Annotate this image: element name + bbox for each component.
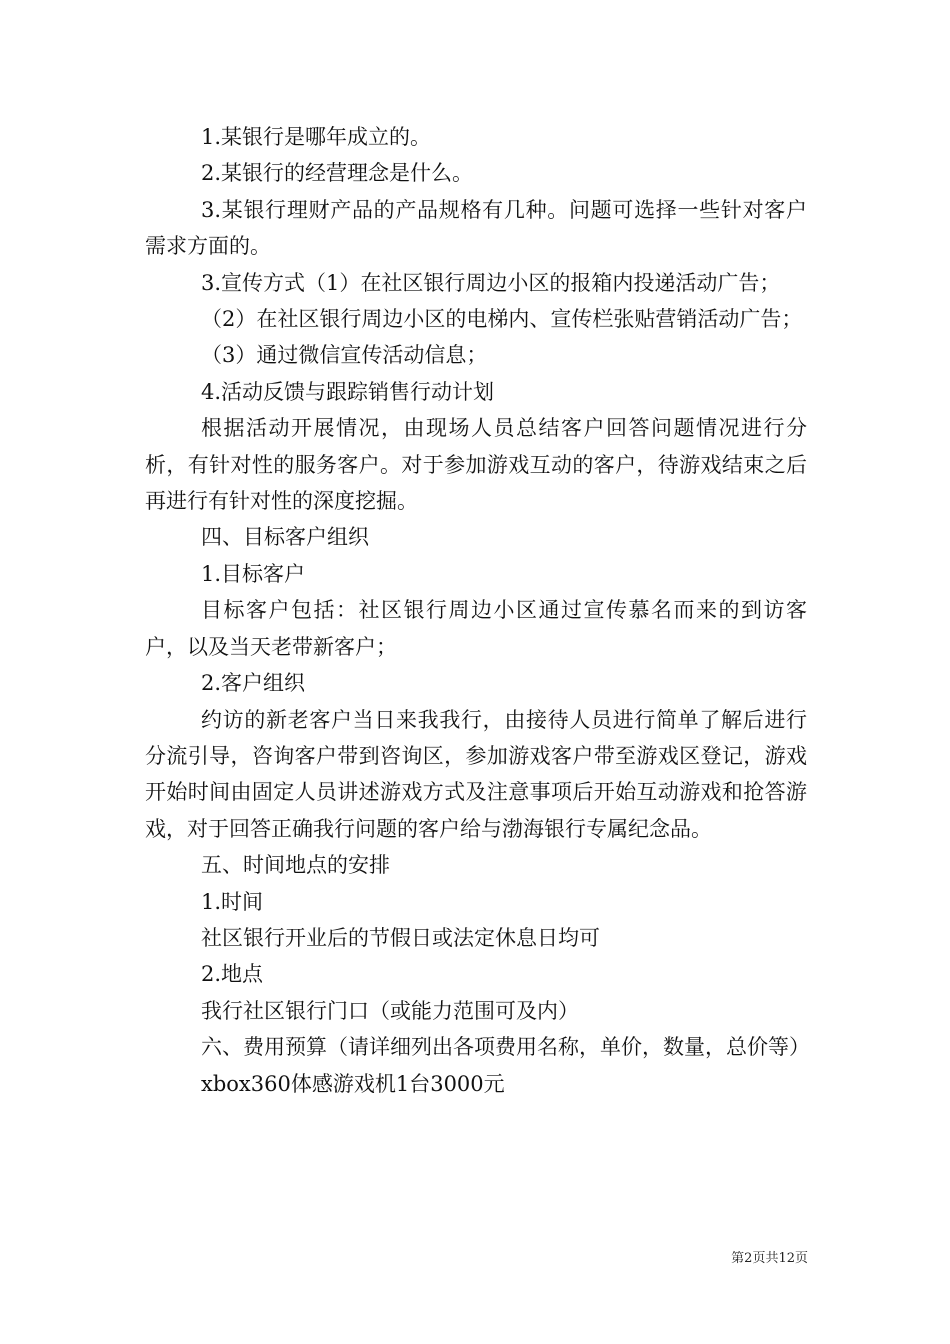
paragraph: 1.某银行是哪年成立的。 — [201, 125, 432, 149]
paragraph: 3.宣传方式（1）在社区银行周边小区的报箱内投递活动广告； — [201, 270, 781, 295]
paragraph: xbox360体感游戏机1台3000元 — [201, 1071, 505, 1096]
paragraph: 我行社区银行门口（或能力范围可及内） — [201, 998, 579, 1023]
paragraph: 2.客户组织 — [201, 671, 306, 696]
paragraph: 目标客户包括：社区银行周边小区通过宣传慕名而来的到访客户，以及当天老带新客户； — [145, 598, 807, 659]
section-heading: 六、费用预算（请详细列出各项费用名称，单价，数量，总价等） — [201, 1035, 810, 1060]
paragraph: 1.时间 — [201, 889, 264, 914]
paragraph: 3.某银行理财产品的产品规格有几种。问题可选择一些针对客户需求方面的。 — [145, 197, 807, 259]
page-number-footer: 第2页共12页 — [731, 1251, 808, 1266]
paragraph: 2.某银行的经营理念是什么。 — [201, 161, 474, 186]
paragraph: 4.活动反馈与跟踪销售行动计划 — [201, 379, 495, 404]
paragraph: （3）通过微信宣传活动信息； — [201, 343, 488, 368]
paragraph: 约访的新老客户当日来我我行，由接待人员进行简单了解后进行分流引导，咨询客户带到咨询区，参加游戏客户带至游戏区登记，游戏开始时间由固定人员讲述游戏方式及注意事项后开始互动游戏和抢答游戏，对于回答正确我行问题的客户给与渤海银行专属纪念品。 — [145, 707, 807, 841]
paragraph: 社区银行开业后的节假日或法定休息日均可 — [201, 925, 600, 950]
section-heading: 五、时间地点的安排 — [201, 853, 390, 878]
paragraph: 根据活动开展情况，由现场人员总结客户回答问题情况进行分析，有针对性的服务客户。对于参加游戏互动的客户，待游戏结束之后再进行有针对性的深度挖掘。 — [145, 416, 807, 514]
paragraph: 1.目标客户 — [201, 561, 306, 586]
paragraph: 2.地点 — [201, 962, 264, 987]
section-heading: 四、目标客户组织 — [201, 525, 369, 550]
document-body — [145, 119, 810, 1102]
paragraph: （2）在社区银行周边小区的电梯内、宣传栏张贴营销活动广告； — [201, 307, 803, 332]
